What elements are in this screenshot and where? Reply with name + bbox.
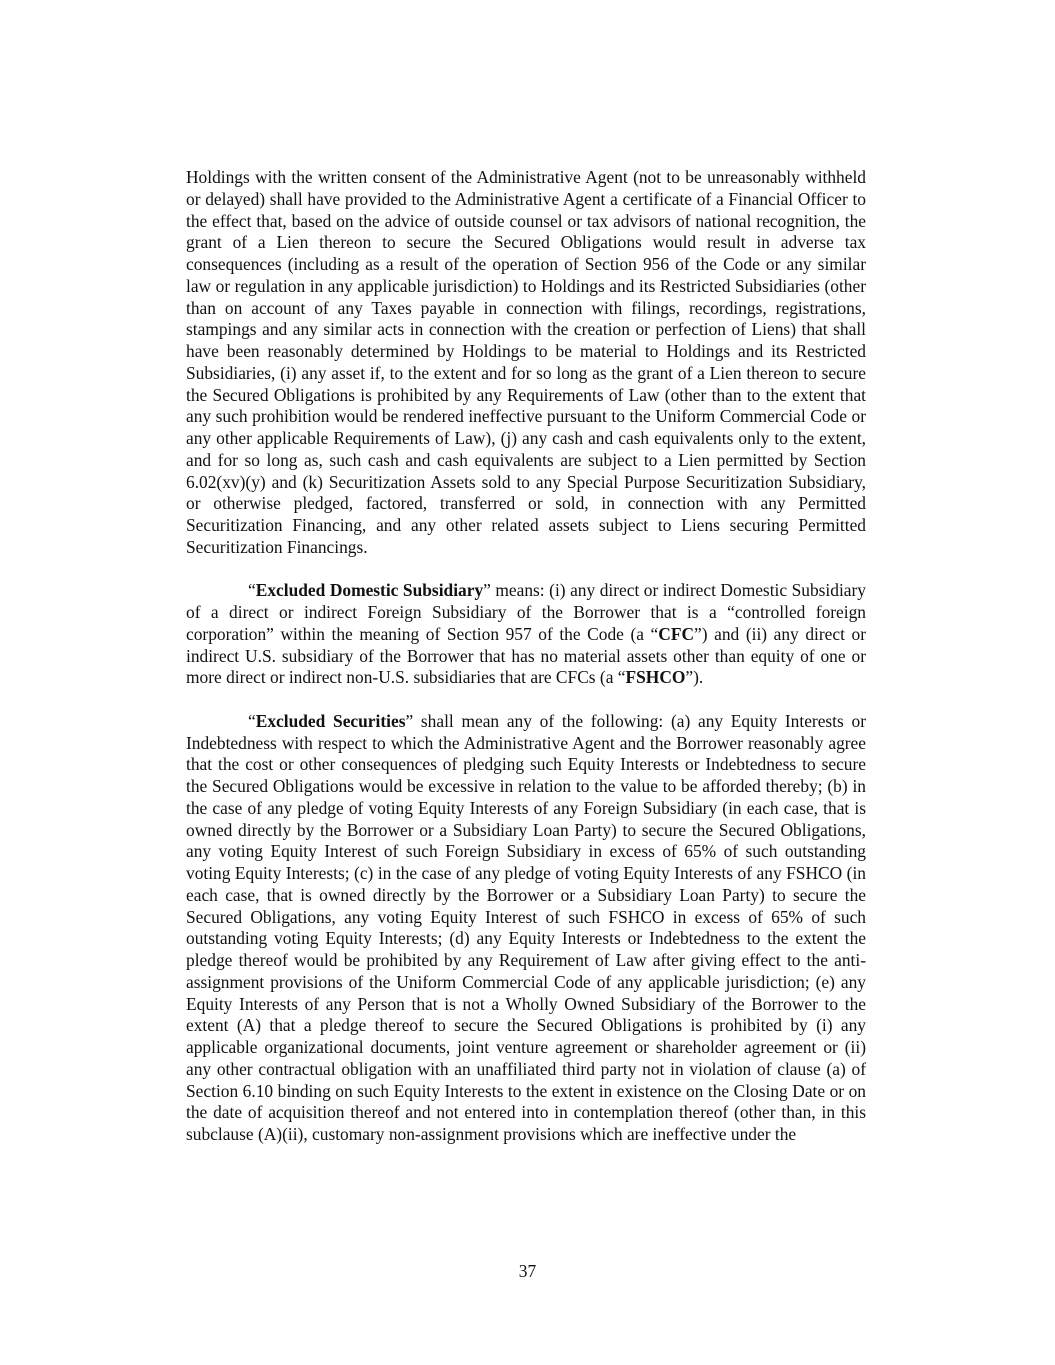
open-quote: “ — [248, 710, 256, 731]
paragraph-lien-exclusions: Holdings with the written consent of the Administrative Agent (not to be unreasonably withheld or delayed) shall have provided to the Administrative Agent a certificate of a Financial Officer to the effect that, based on the advice of outside counsel or tax advisors of national recognition, the grant of a Lien thereon to secure the Secured Obligations would result in adverse tax consequences (including as a result of the operation of Section 956 of the Code or any similar law or regulation in any applicable jurisdiction) to Holdings and its Restricted Subsidiaries (other than on account of any Taxes payable in connection with filings, recordings, registrations, stampings and any similar acts in connection with the creation or perfection of Liens) that shall have been reasonably determined by Holdings to be material to Holdings and its Restricted Subsidiaries, (i) any asset if, to the extent and for so long as the grant of a Lien thereon to secure the Secured Obligations is prohibited by any Requirements of Law (other than to the extent that any such prohibition would be rendered ineffective pursuant to the Uniform Commercial Code or any other applicable Requirements of Law), (j) any cash and cash equivalents only to the extent, and for so long as, such cash and cash equivalents are subject to a Lien permitted by Section 6.02(xv)(y) and (k) Securitization Assets sold to any Special Purpose Securitization Subsidiary, or otherwise pledged, factored, transferred or sold, in connection with any Permitted Securitization Financing, and any other related assets subject to Liens securing Permitted Securitization Financings. — [186, 167, 866, 557]
defined-term-fshco: FSHCO — [625, 667, 686, 688]
definition-excluded-domestic-subsidiary — [186, 580, 866, 689]
document-body — [186, 167, 866, 1168]
definition-excluded-securities — [186, 711, 866, 1146]
definition-text: ”) and (ii) any direct or indirect U.S. subsidiary of the Borrower that has no material assets other than equity of one or more direct or indirect non-U.S. subsidiaries that are CFCs (a “ — [186, 623, 866, 688]
definition-text: ” means: (i) any direct or indirect Domestic Subsidiary of a direct or indirect Foreign Subsidiary of the Borrower that is a “controlled foreign corporation” within the meaning of Section 957 of the Code (a “ — [186, 580, 866, 644]
defined-term-cfc: CFC — [658, 623, 695, 644]
defined-term-excluded-securities: Excluded Securities — [255, 710, 406, 731]
definition-text: ”). — [685, 667, 704, 688]
defined-term-excluded-domestic-subsidiary: Excluded Domestic Subsidiary — [255, 580, 484, 601]
open-quote: “ — [248, 580, 256, 601]
page-number: 37 — [518, 1261, 537, 1281]
definition-text: ” shall mean any of the following: (a) any Equity Interests or Indebtedness with respect to which the Administrative Agent and the Borrower reasonably agree that the cost or other consequences of pledging such Equity Interests or Indebtedness to secure the Secured Obligations would be excessive in relation to the value to be afforded thereby; (b) in the case of any pledge of voting Equity Interests of any Foreign Subsidiary (in each case, that is owned directly by the Borrower or a Subsidiary Loan Party) to secure the Secured Obligations, any voting Equity Interest of such Foreign Subsidiary in excess of 65% of such outstanding voting Equity Interests; (c) in the case of any pledge of voting Equity Interests of any FSHCO (in each case, that is owned directly by the Borrower or a Subsidiary Loan Party) to secure the Secured Obligations, any voting Equity Interest of such FSHCO in excess of 65% of such outstanding voting Equity Interests; (d) any Equity Interests or Indebtedness to the extent the pledge thereof would be prohibited by any Requirement of Law after giving effect to the anti-assignment provisions of the Uniform Commercial Code of any applicable jurisdiction; (e) any Equity Interests of any Person that is not a Wholly Owned Subsidiary of the Borrower to the extent (A) that a pledge thereof to secure the Secured Obligations is prohibited by (i) any applicable organizational documents, joint venture agreement or shareholder agreement or (ii) any other contractual obligation with an unaffiliated third party not in violation of clause (a) of Section 6.10 binding on such Equity Interests to the extent in existence on the Closing Date or on the date of acquisition thereof and not entered into in contemplation thereof (other than, in this subclause (A)(ii), customary non-assignment provisions which are ineffective under the — [186, 710, 866, 1144]
